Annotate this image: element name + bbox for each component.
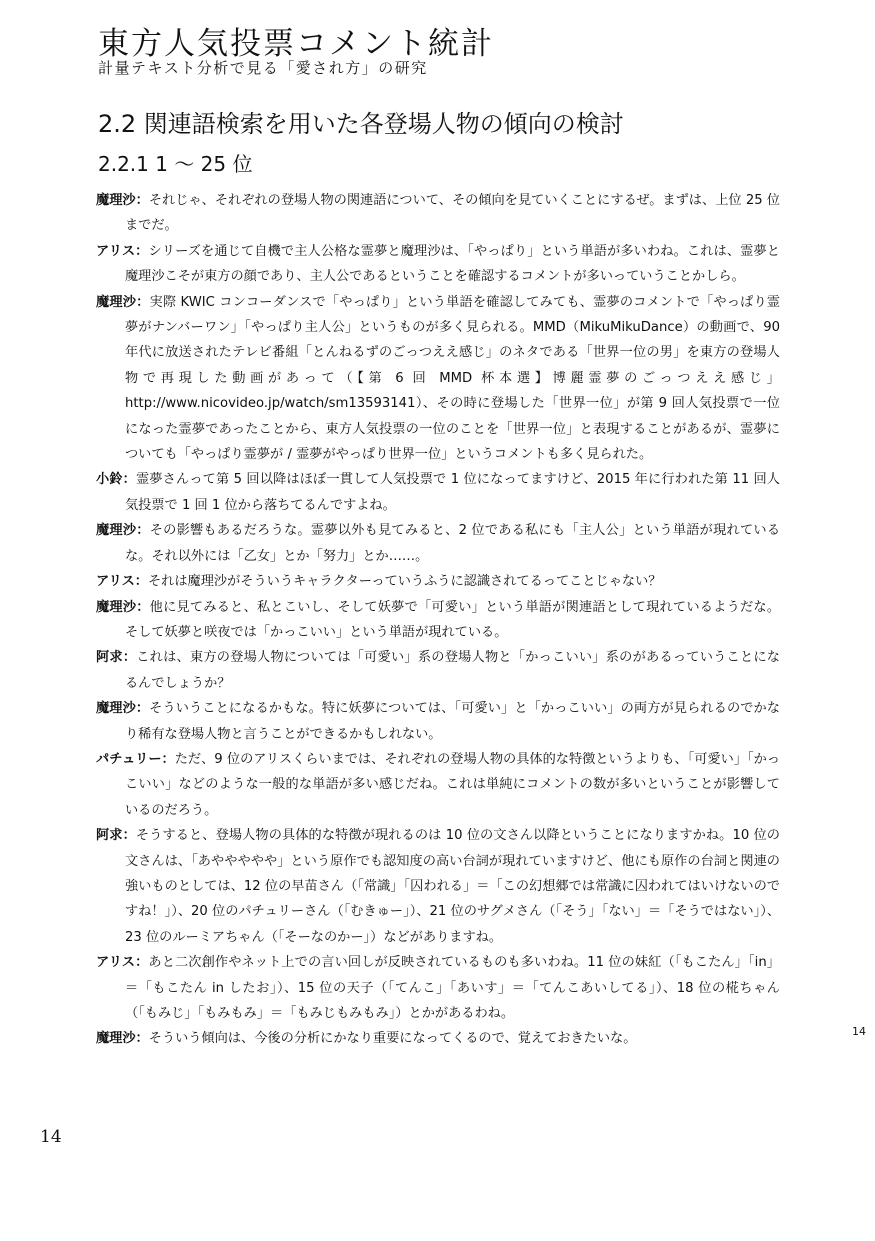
speaker-name: 魔理沙： — [96, 193, 149, 208]
dialogue-body — [96, 188, 780, 1052]
dialogue-text: それは魔理沙がそういうキャラクターっていうふうに認識されてるってことじゃない？ — [147, 574, 662, 590]
dialogue-text: 実際 KWIC コンコーダンスで「やっぱり」という単語を確認してみても、霊夢のコメントで「やっぱり霊夢がナンバーワン」「やっぱり主人公」というものが多く見られる。MMD（MikuMikuDance）の動画で、90 年代に放送されたテレビ番組「とんねるずのごっつええ感じ」のネタである「世界一位の男」を東方の登場人物で再現した動画があって（【第 6 回 MMD 杯本選】博麗霊夢のごっつええ感じ」http://www.nicovideo.jp/watch/sm13593141）、その時に登場した「世界一位」が第 9 回人気投票で一位になった霊夢であったことから、東方人気投票の一位のことを「世界一位」と表現することがあるが、霊夢についても「やっぱり霊夢が / 霊夢がやっぱり世界一位」というコメントも多く見られた。 — [125, 294, 780, 463]
book-subtitle: 計量テキスト分析で見る「愛され方」の研究 — [98, 59, 428, 77]
speaker-name: 魔理沙： — [96, 599, 150, 615]
speaker-name: 小鈴： — [96, 472, 136, 488]
dialogue-entry — [96, 823, 780, 950]
dialogue-text: あと二次創作やネット上での言い回しが反映されているものも多いわね。11 位の妹紅（「もこたん」「in」＝「もこたん in したお」）、15 位の天子（「てんこ」「あいす」＝「てんこあいしてる」）、18 位の椛ちゃん（「もみじ」「もみもみ」＝「もみじもみもみ」）とかがあるわね。 — [125, 955, 780, 1021]
side-page-number: 14 — [852, 1025, 866, 1038]
dialogue-text: ただ、9 位のアリスくらいまでは、それぞれの登場人物の具体的な特徴というよりも、「可愛い」「かっこいい」などのような一般的な単語が多い感じだね。これは単純にコメントの数が多いということが影響しているのだろう。 — [125, 751, 780, 818]
speaker-name: アリス： — [96, 243, 149, 259]
dialogue-entry — [96, 569, 780, 594]
dialogue-entry — [96, 290, 780, 468]
subsection-heading: 2.2.1 1 ～ 25 位 — [98, 152, 253, 176]
dialogue-text: それじゃ、それぞれの登場人物の関連語について、その傾向を見ていくことにするぜ。まずは、上位 25 位までだ。 — [125, 193, 780, 234]
speaker-name: 魔理沙： — [96, 523, 150, 539]
speaker-name: パチュリー： — [96, 751, 175, 767]
dialogue-entry — [96, 950, 780, 1026]
dialogue-entry — [96, 645, 780, 696]
speaker-name: アリス： — [96, 574, 148, 590]
book-title: 東方人気投票コメント統計 — [98, 26, 494, 62]
dialogue-entry — [96, 467, 780, 518]
dialogue-text: 他に見てみると、私とこいし、そして妖夢で「可愛い」という単語が関連語として現れているようだな。そして妖夢と咲夜では「かっこいい」という単語が現れている。 — [125, 599, 781, 640]
speaker-name: 魔理沙： — [96, 294, 150, 310]
dialogue-text: これは、東方の登場人物については「可愛い」系の登場人物と「かっこいい」系のがあるっていうことになるんでしょうか？ — [125, 650, 780, 691]
dialogue-entry — [96, 1026, 780, 1051]
dialogue-text: 霊夢さんって第 5 回以降はほぼ一貫して人気投票で 1 位になってますけど、2015 年に行われた第 11 回人気投票で 1 回 1 位から落ちてるんですよね。 — [125, 472, 780, 513]
dialogue-text: そういうことになるかもな。特に妖夢については、「可愛い」と「かっこいい」の両方が見られるのでかなり稀有な登場人物と言うことができるかもしれない。 — [125, 701, 780, 742]
dialogue-entry — [96, 696, 780, 747]
speaker-name: アリス： — [96, 955, 149, 971]
section-heading: 2.2 関連語検索を用いた各登場人物の傾向の検討 — [98, 110, 624, 138]
speaker-name: 魔理沙： — [96, 1031, 149, 1047]
dialogue-text: そうすると、登場人物の具体的な特徴が現れるのは 10 位の文さん以降ということになりますかね。10 位の文さんは、「あややややや」という原作でも認知度の高い台詞が現れていますけど、他にも原作の台詞と関連の強いものとしては、12 位の早苗さん（「常識」「囚われる」＝「この幻想郷では常識に囚われてはいけないのですね！」）、20 位のパチュリーさん（「むきゅー」）、21 位のサグメさん（「そう」「ない」＝「そうではない」）、23 位のルーミアちゃん（「そーなのかー」）などがありますね。 — [125, 828, 780, 945]
dialogue-text: その影響もあるだろうな。霊夢以外も見てみると、2 位である私にも「主人公」という単語が現れているな。それ以外には「乙女」とか「努力」とか……。 — [125, 523, 781, 564]
speaker-name: 魔理沙： — [96, 701, 150, 717]
dialogue-entry — [96, 595, 780, 646]
page-number: 14 — [40, 1127, 62, 1147]
speaker-name: 阿求： — [96, 650, 137, 666]
speaker-name: 阿求： — [96, 828, 136, 844]
dialogue-entry — [96, 239, 780, 290]
dialogue-entry — [96, 518, 780, 569]
dialogue-entry — [96, 747, 780, 823]
dialogue-text: シリーズを通じて自機で主人公格な霊夢と魔理沙は、「やっぱり」という単語が多いわね。これは、霊夢と魔理沙こそが東方の顔であり、主人公であるということを確認するコメントが多いっていうことかしら。 — [125, 243, 780, 285]
dialogue-entry — [96, 188, 780, 239]
dialogue-text: そういう傾向は、今後の分析にかなり重要になってくるので、覚えておきたいな。 — [148, 1031, 637, 1047]
